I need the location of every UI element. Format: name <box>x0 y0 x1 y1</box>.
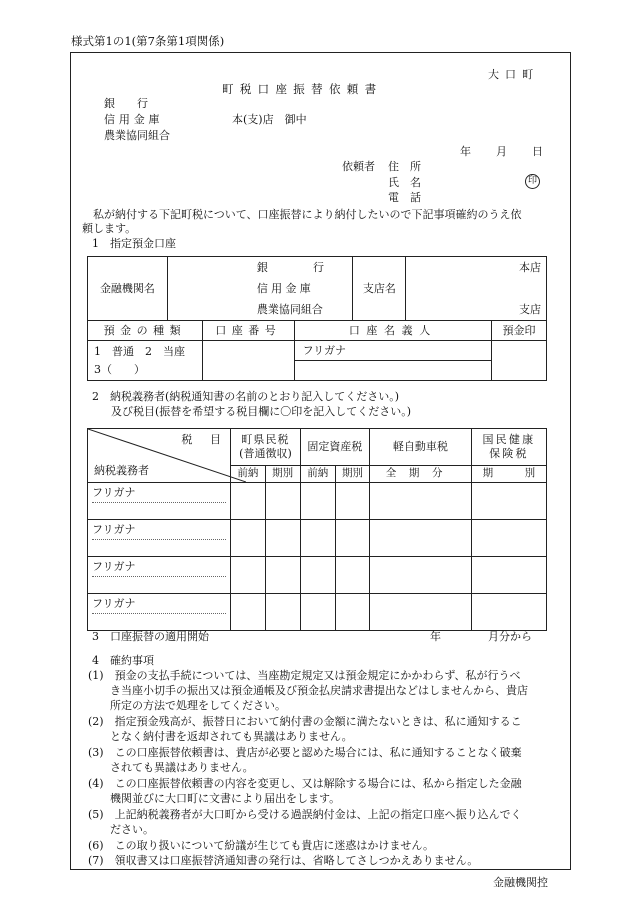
intro-line-1: 私が納付する下記町税について、口座振替により納付したいので下記事項確約のうえ依 <box>93 208 522 221</box>
requester-address: 住 所 <box>388 160 421 173</box>
check-cell[interactable] <box>300 520 335 557</box>
check-cell[interactable] <box>265 483 300 520</box>
check-cell[interactable] <box>471 557 546 594</box>
pledge-line: 機関並びに大口町に文書により届出をします。 <box>110 792 341 805</box>
account-table <box>87 256 547 381</box>
inst-nokyo: 農業協同組合 <box>256 303 323 316</box>
check-cell[interactable] <box>231 483 265 520</box>
check-cell[interactable] <box>335 483 369 520</box>
header-account-number: 口座番号 <box>202 321 294 341</box>
check-cell[interactable] <box>265 520 300 557</box>
tax-resident: 町県民税 <box>241 433 290 447</box>
payer-cell[interactable] <box>88 483 231 520</box>
tax-health-1: 国民健康 <box>482 433 536 447</box>
requester-name: 氏 名 <box>388 176 421 189</box>
pledge-line: されても異議はありません。 <box>110 761 254 774</box>
inst-bank: 銀 行 <box>256 261 332 274</box>
sub-zenki: 全期分 <box>370 466 472 483</box>
section2-heading-2: 及び税目(振替を希望する税目欄に〇印を記入してください。) <box>111 405 412 418</box>
sub-kibetsu-wide: 期 別 <box>471 466 546 483</box>
sub-kibetsu-1: 期別 <box>265 466 300 483</box>
pledge-line: (1) 預金の支払手続については、当座勘定規定又は預金規定にかかわらず、私が行うべ <box>88 669 521 682</box>
pledge-line: 所定の方法で処理をしてください。 <box>110 699 286 712</box>
requester-phone: 電 話 <box>388 191 421 204</box>
addressee-branch: 本(支)店 御中 <box>232 113 307 126</box>
check-cell[interactable] <box>231 594 265 631</box>
section3-year: 年 <box>430 630 441 643</box>
section3-heading: 3 口座振替の適用開始 <box>92 630 209 643</box>
header-deposit-type: 預金の種類 <box>88 321 203 341</box>
check-cell[interactable] <box>370 483 472 520</box>
table-row <box>88 520 547 557</box>
check-cell[interactable] <box>265 557 300 594</box>
addressee-nokyo: 農業協同組合 <box>104 129 170 142</box>
payer-cell[interactable] <box>88 594 231 631</box>
furigana-label: フリガナ <box>92 486 226 503</box>
deposit-types-2: 3（ ） <box>94 362 145 376</box>
check-cell[interactable] <box>231 520 265 557</box>
pledge-line: (2) 指定預金残高が、振替日において納付書の金額に満たないときは、私に通知するこ <box>88 715 522 728</box>
table-row <box>88 594 547 631</box>
check-cell[interactable] <box>300 594 335 631</box>
shiten-label: 支店 <box>519 303 541 316</box>
pledge-line: き当座小切手の振出又は預金通帳及び預金払戻請求書提出などはしませんから、貴店 <box>110 684 528 697</box>
pledge-line: (3) この口座振替依頼書は、貴店が必要と認めた場合には、私に通知することなく破棄 <box>88 746 522 759</box>
honten-label: 本店 <box>519 261 541 274</box>
town-name: 大口町 <box>488 68 540 81</box>
tax-resident-sub: (普通徴収) <box>239 447 292 460</box>
check-cell[interactable] <box>370 557 472 594</box>
institution-label: 金融機関名 <box>99 281 155 295</box>
seal-mark: 印 <box>525 174 540 189</box>
section1-heading: 1 指定預金口座 <box>92 237 176 250</box>
header-seal: 預金印 <box>492 321 547 341</box>
tax-header-cell <box>88 429 231 483</box>
account-holder-furigana: フリガナ <box>295 341 491 361</box>
sub-zenno-2: 前納 <box>300 466 335 483</box>
intro-line-2: 頼します。 <box>82 222 137 235</box>
addressee-bank: 銀 行 <box>104 97 148 110</box>
check-cell[interactable] <box>231 557 265 594</box>
payer-cell[interactable] <box>88 557 231 594</box>
payer-cell[interactable] <box>88 520 231 557</box>
branch-name-cell[interactable] <box>406 257 547 321</box>
tax-label: 税 目 <box>181 433 225 446</box>
check-cell[interactable] <box>471 520 546 557</box>
pledge-line: (6) この取り扱いについて紛議が生じても貴店に迷惑はかけません。 <box>88 839 435 852</box>
section2-heading-1: 2 納税義務者(納税通知書の名前のとおり記入してください。) <box>92 390 400 403</box>
sub-kibetsu-2: 期別 <box>335 466 369 483</box>
check-cell[interactable] <box>471 483 546 520</box>
check-cell[interactable] <box>335 520 369 557</box>
seal-cell[interactable] <box>492 341 547 381</box>
check-cell[interactable] <box>471 594 546 631</box>
pledge-line: (4) この口座振替依頼書の内容を変更し、又は解除する場合には、私から指定した金融 <box>88 777 522 790</box>
pledge-line: ださい。 <box>110 823 154 836</box>
payer-label: 納税義務者 <box>94 464 149 477</box>
table-row <box>88 483 547 520</box>
pledge-line: となく納付書を返却されても異議はありません。 <box>110 730 353 743</box>
branch-label: 支店名 <box>362 281 396 295</box>
date-day: 日 <box>532 145 543 158</box>
account-holder-cell[interactable] <box>294 341 491 381</box>
check-cell[interactable] <box>300 557 335 594</box>
institution-name-cell[interactable] <box>167 257 353 321</box>
header-account-holder: 口座名義人 <box>294 321 491 341</box>
tax-property: 固定資産税 <box>300 429 369 466</box>
furigana-label: フリガナ <box>92 523 226 540</box>
date-year: 年 <box>460 145 471 158</box>
tax-health-2: 保険税 <box>489 447 529 460</box>
section3-from: 月分から <box>488 630 532 643</box>
check-cell[interactable] <box>335 594 369 631</box>
footer-label: 金融機関控 <box>493 876 548 889</box>
section4-heading: 4 確約事項 <box>92 654 154 667</box>
deposit-types-1: 1 普通 2 当座 <box>94 344 185 358</box>
check-cell[interactable] <box>370 594 472 631</box>
table-row <box>88 557 547 594</box>
check-cell[interactable] <box>370 520 472 557</box>
inst-shinkin: 信用金庫 <box>256 282 315 295</box>
sub-zenno-1: 前納 <box>231 466 265 483</box>
furigana-label: フリガナ <box>92 560 226 577</box>
pledge-line: (7) 領収書又は口座振替済通知書の発行は、省略してさしつかえありません。 <box>88 854 479 867</box>
account-number-cell[interactable] <box>202 341 294 381</box>
date-month: 月 <box>496 145 507 158</box>
check-cell[interactable] <box>265 594 300 631</box>
addressee-shinkin: 信用金庫 <box>104 113 164 126</box>
form-title: 町税口座振替依頼書 <box>222 82 383 96</box>
taxpayer-table <box>87 428 547 631</box>
form-id: 様式第1の1(第7条第1項関係) <box>71 34 225 48</box>
check-cell[interactable] <box>300 483 335 520</box>
requester-label: 依頼者 <box>342 160 375 173</box>
furigana-label: フリガナ <box>92 597 226 614</box>
pledge-line: (5) 上記納税義務者が大口町から受ける過誤納付金は、上記の指定口座へ振り込んでく <box>88 808 522 821</box>
tax-vehicle: 軽自動車税 <box>370 429 472 466</box>
check-cell[interactable] <box>335 557 369 594</box>
